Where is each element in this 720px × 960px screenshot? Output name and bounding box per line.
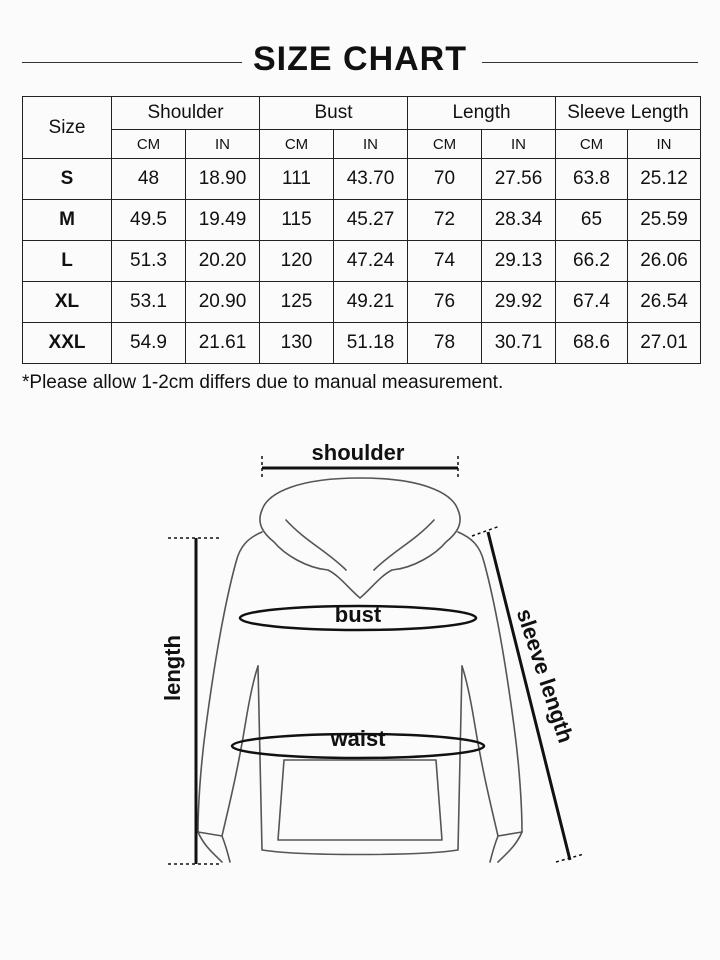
table-cell: 65 <box>556 200 628 241</box>
table-cell: 51.3 <box>112 241 186 282</box>
title-row <box>0 40 720 86</box>
group-header-shoulder: Shoulder <box>112 97 260 130</box>
size-cell: XXL <box>23 323 112 364</box>
size-chart-table <box>22 96 701 364</box>
table-cell: 48 <box>112 159 186 200</box>
shoulder-label: shoulder <box>311 440 405 465</box>
table-cell: 63.8 <box>556 159 628 200</box>
table-cell: 125 <box>260 282 334 323</box>
unit-header: IN <box>334 130 408 159</box>
group-header-bust: Bust <box>260 97 408 130</box>
table-cell: 51.18 <box>334 323 408 364</box>
table-cell: 74 <box>408 241 482 282</box>
table-cell: 25.59 <box>628 200 701 241</box>
group-header-sleeve-length: Sleeve Length <box>556 97 701 130</box>
table-cell: 53.1 <box>112 282 186 323</box>
table-cell: 43.70 <box>334 159 408 200</box>
table-cell: 120 <box>260 241 334 282</box>
size-cell: XL <box>23 282 112 323</box>
table-cell: 27.56 <box>482 159 556 200</box>
table-cell: 26.54 <box>628 282 701 323</box>
table-cell: 70 <box>408 159 482 200</box>
bust-label: bust <box>334 602 382 627</box>
waist-label: waist <box>330 726 386 751</box>
table-cell: 115 <box>260 200 334 241</box>
length-label: length <box>160 635 185 701</box>
table-header-groups <box>23 97 701 130</box>
table-cell: 30.71 <box>482 323 556 364</box>
title-divider-right <box>482 62 698 63</box>
table-row <box>23 323 701 364</box>
table-row <box>23 241 701 282</box>
sleeve-length-measure-line <box>472 526 584 862</box>
sleeve-length-label: sleeve length <box>511 605 579 746</box>
measurement-note: *Please allow 1-2cm differs due to manual measurement. <box>22 372 504 393</box>
hoodie-measurement-diagram <box>0 420 720 960</box>
table-cell: 49.21 <box>334 282 408 323</box>
table-cell: 29.13 <box>482 241 556 282</box>
table-cell: 26.06 <box>628 241 701 282</box>
table-cell: 20.90 <box>186 282 260 323</box>
table-cell: 72 <box>408 200 482 241</box>
unit-header: CM <box>112 130 186 159</box>
unit-header: CM <box>556 130 628 159</box>
table-cell: 47.24 <box>334 241 408 282</box>
unit-header: IN <box>482 130 556 159</box>
table-header-units <box>23 130 701 159</box>
size-column-header: Size <box>23 97 112 159</box>
unit-header: IN <box>628 130 701 159</box>
table-cell: 45.27 <box>334 200 408 241</box>
size-cell: M <box>23 200 112 241</box>
unit-header: CM <box>260 130 334 159</box>
unit-header: IN <box>186 130 260 159</box>
table-cell: 25.12 <box>628 159 701 200</box>
table-cell: 76 <box>408 282 482 323</box>
table-cell: 54.9 <box>112 323 186 364</box>
table-row <box>23 159 701 200</box>
table-cell: 67.4 <box>556 282 628 323</box>
table-cell: 19.49 <box>186 200 260 241</box>
group-header-length: Length <box>408 97 556 130</box>
size-cell: L <box>23 241 112 282</box>
table-cell: 28.34 <box>482 200 556 241</box>
table-cell: 111 <box>260 159 334 200</box>
table-cell: 130 <box>260 323 334 364</box>
table-cell: 18.90 <box>186 159 260 200</box>
table-cell: 66.2 <box>556 241 628 282</box>
table-cell: 21.61 <box>186 323 260 364</box>
table-cell: 49.5 <box>112 200 186 241</box>
unit-header: CM <box>408 130 482 159</box>
table-row <box>23 282 701 323</box>
table-row <box>23 200 701 241</box>
table-cell: 78 <box>408 323 482 364</box>
page-title: SIZE CHART <box>253 40 467 78</box>
table-cell: 27.01 <box>628 323 701 364</box>
size-cell: S <box>23 159 112 200</box>
table-cell: 20.20 <box>186 241 260 282</box>
table-cell: 68.6 <box>556 323 628 364</box>
table-cell: 29.92 <box>482 282 556 323</box>
